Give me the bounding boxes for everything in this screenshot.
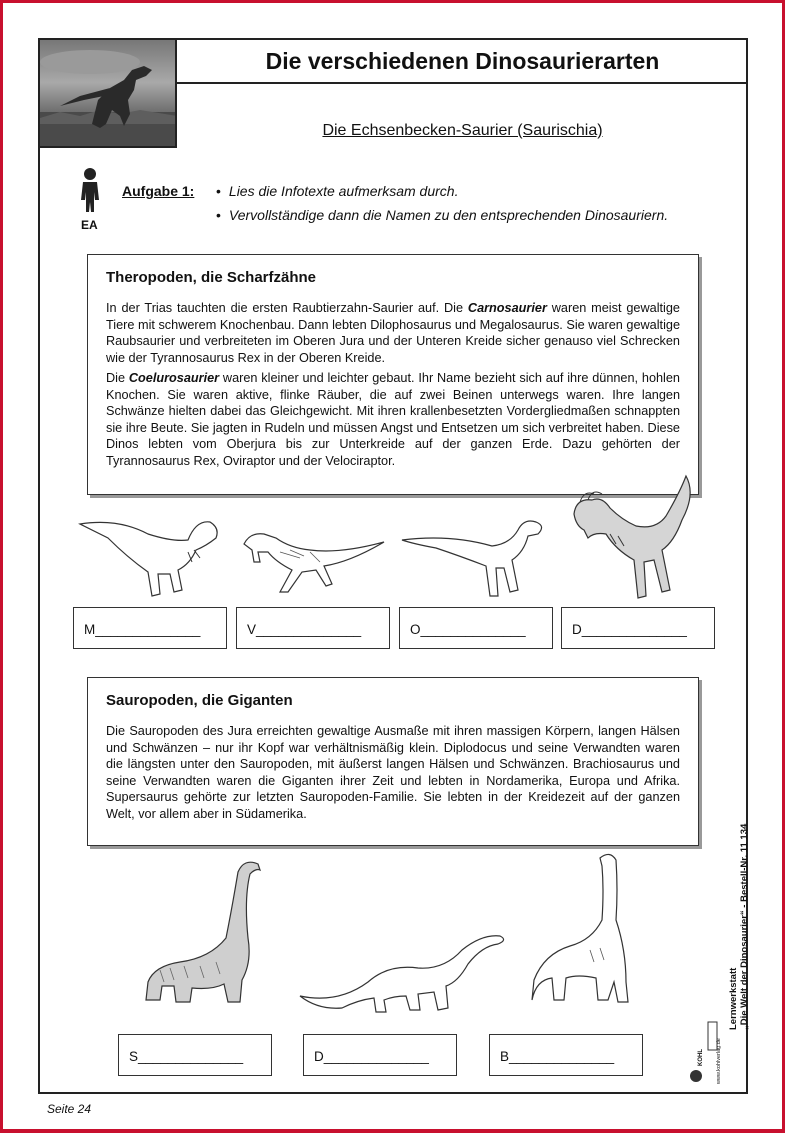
theropoden-info-box	[87, 254, 699, 495]
supersaurus-drawing	[140, 858, 270, 1008]
megalosaurus-drawing	[78, 512, 228, 602]
theropoden-paragraph-1: In der Trias tauchten die ersten Raubtierzahn-Saurier auf. Die Carnosaurier waren meist gewaltige Tiere mit schwerem Knochenbau. Dann lebten Dilophosaurus und Megalosaurus. Sie waren gewaltige Raubsaurier und verbreiteten im Oberen Jura und der Unteren Kreide sicher genauso viel Schrecken wie der Tyrannosaurus Rex in der Oberen Kreide.	[106, 301, 680, 365]
answer-box-m[interactable]: M______________	[73, 607, 227, 649]
answer-box-v[interactable]: V______________	[236, 607, 390, 649]
worksheet	[38, 38, 748, 1094]
page-subtitle: Die Echsenbecken-Saurier (Saurischia)	[322, 122, 603, 139]
task-label: Aufgabe 1:	[122, 183, 195, 199]
publisher-name: KOHL	[698, 1049, 704, 1066]
sauropoden-info-box	[87, 677, 699, 846]
publisher-logo	[688, 1018, 728, 1088]
theropoden-heading: Theropoden, die Scharfzähne	[106, 269, 317, 286]
answer-box-o[interactable]: O______________	[399, 607, 553, 649]
answer-box-d[interactable]: D______________	[561, 607, 715, 649]
sauropoden-paragraph: Die Sauropoden des Jura erreichten gewaltige Ausmaße mit ihren massigen Körpern, langen Hälsen und Schwänzen – nur ihr Kopf war verhältnismäßig klein. Diplodocus und seine Verwandten waren die längsten unter den Sauropoden, mit äußerst langen Hälsen und Schwänzen. Brachiosaurus und seine Verwandten waren die Giganten ihrer Zeit und lebten in Nordamerika, Europa und Afrika. Supersaurus gehörte zur letzten Sauropoden-Familie. Sie lebten in der Kreidezeit auf der ganzen Welt, vor allem aber in Südamerika.	[106, 724, 680, 821]
publisher-url: www.kohlverlag.de	[716, 1038, 722, 1084]
task-list	[216, 183, 668, 231]
task-item: • Vervollständige dann die Namen zu den entsprechenden Dinosauriern.	[216, 207, 668, 223]
theropoden-paragraph-2: Die Coelurosaurier waren kleiner und leichter gebaut. Ihr Name bezieht sich auf ihre dünnen, hohlen Knochen. Sie waren aktive, flinke Räuber, die auf zwei Beinen unterwegs waren. Ihre langen Schwänze hielten dabei das Gleichgewicht. Mit ihren krallenbesetzten Vordergliedmaßen schnappten sie ihre Beute. Sie jagten in Rudeln und müssen Angst und Entsetzen um sich verbreitet haben. Diese Dinos lebten vom Oberjura bis zur Unterkreide auf der ganzen Erde. Dazu gehörten der Tyrannosaurus Rex, Oviraptor und der Velociraptor.	[106, 371, 680, 468]
page-title: Die verschiedenen Dinosaurierarten	[177, 40, 748, 84]
brachiosaurus-drawing	[530, 850, 650, 1010]
t-rex-photo	[40, 40, 177, 148]
series-label	[728, 740, 750, 1030]
series-line-1: Lernwerkstatt	[728, 967, 739, 1030]
task-item: • Lies die Infotexte aufmerksam durch.	[216, 183, 668, 199]
ea-badge: EA	[81, 218, 98, 232]
oviraptor-drawing	[400, 516, 560, 602]
sauropoden-heading: Sauropoden, die Giganten	[106, 692, 293, 709]
velociraptor-drawing	[240, 522, 390, 602]
page-number: Seite 24	[47, 1102, 92, 1116]
answer-box-s[interactable]: S______________	[118, 1034, 272, 1076]
answer-box-d2[interactable]: D______________	[303, 1034, 457, 1076]
answer-box-b[interactable]: B______________	[489, 1034, 643, 1076]
dilophosaurus-drawing	[570, 472, 704, 602]
series-line-2: „Die Welt der Dinosaurier“ - Bestell-Nr. 11 134	[739, 823, 750, 1030]
diplodocus-drawing	[298, 924, 508, 1014]
